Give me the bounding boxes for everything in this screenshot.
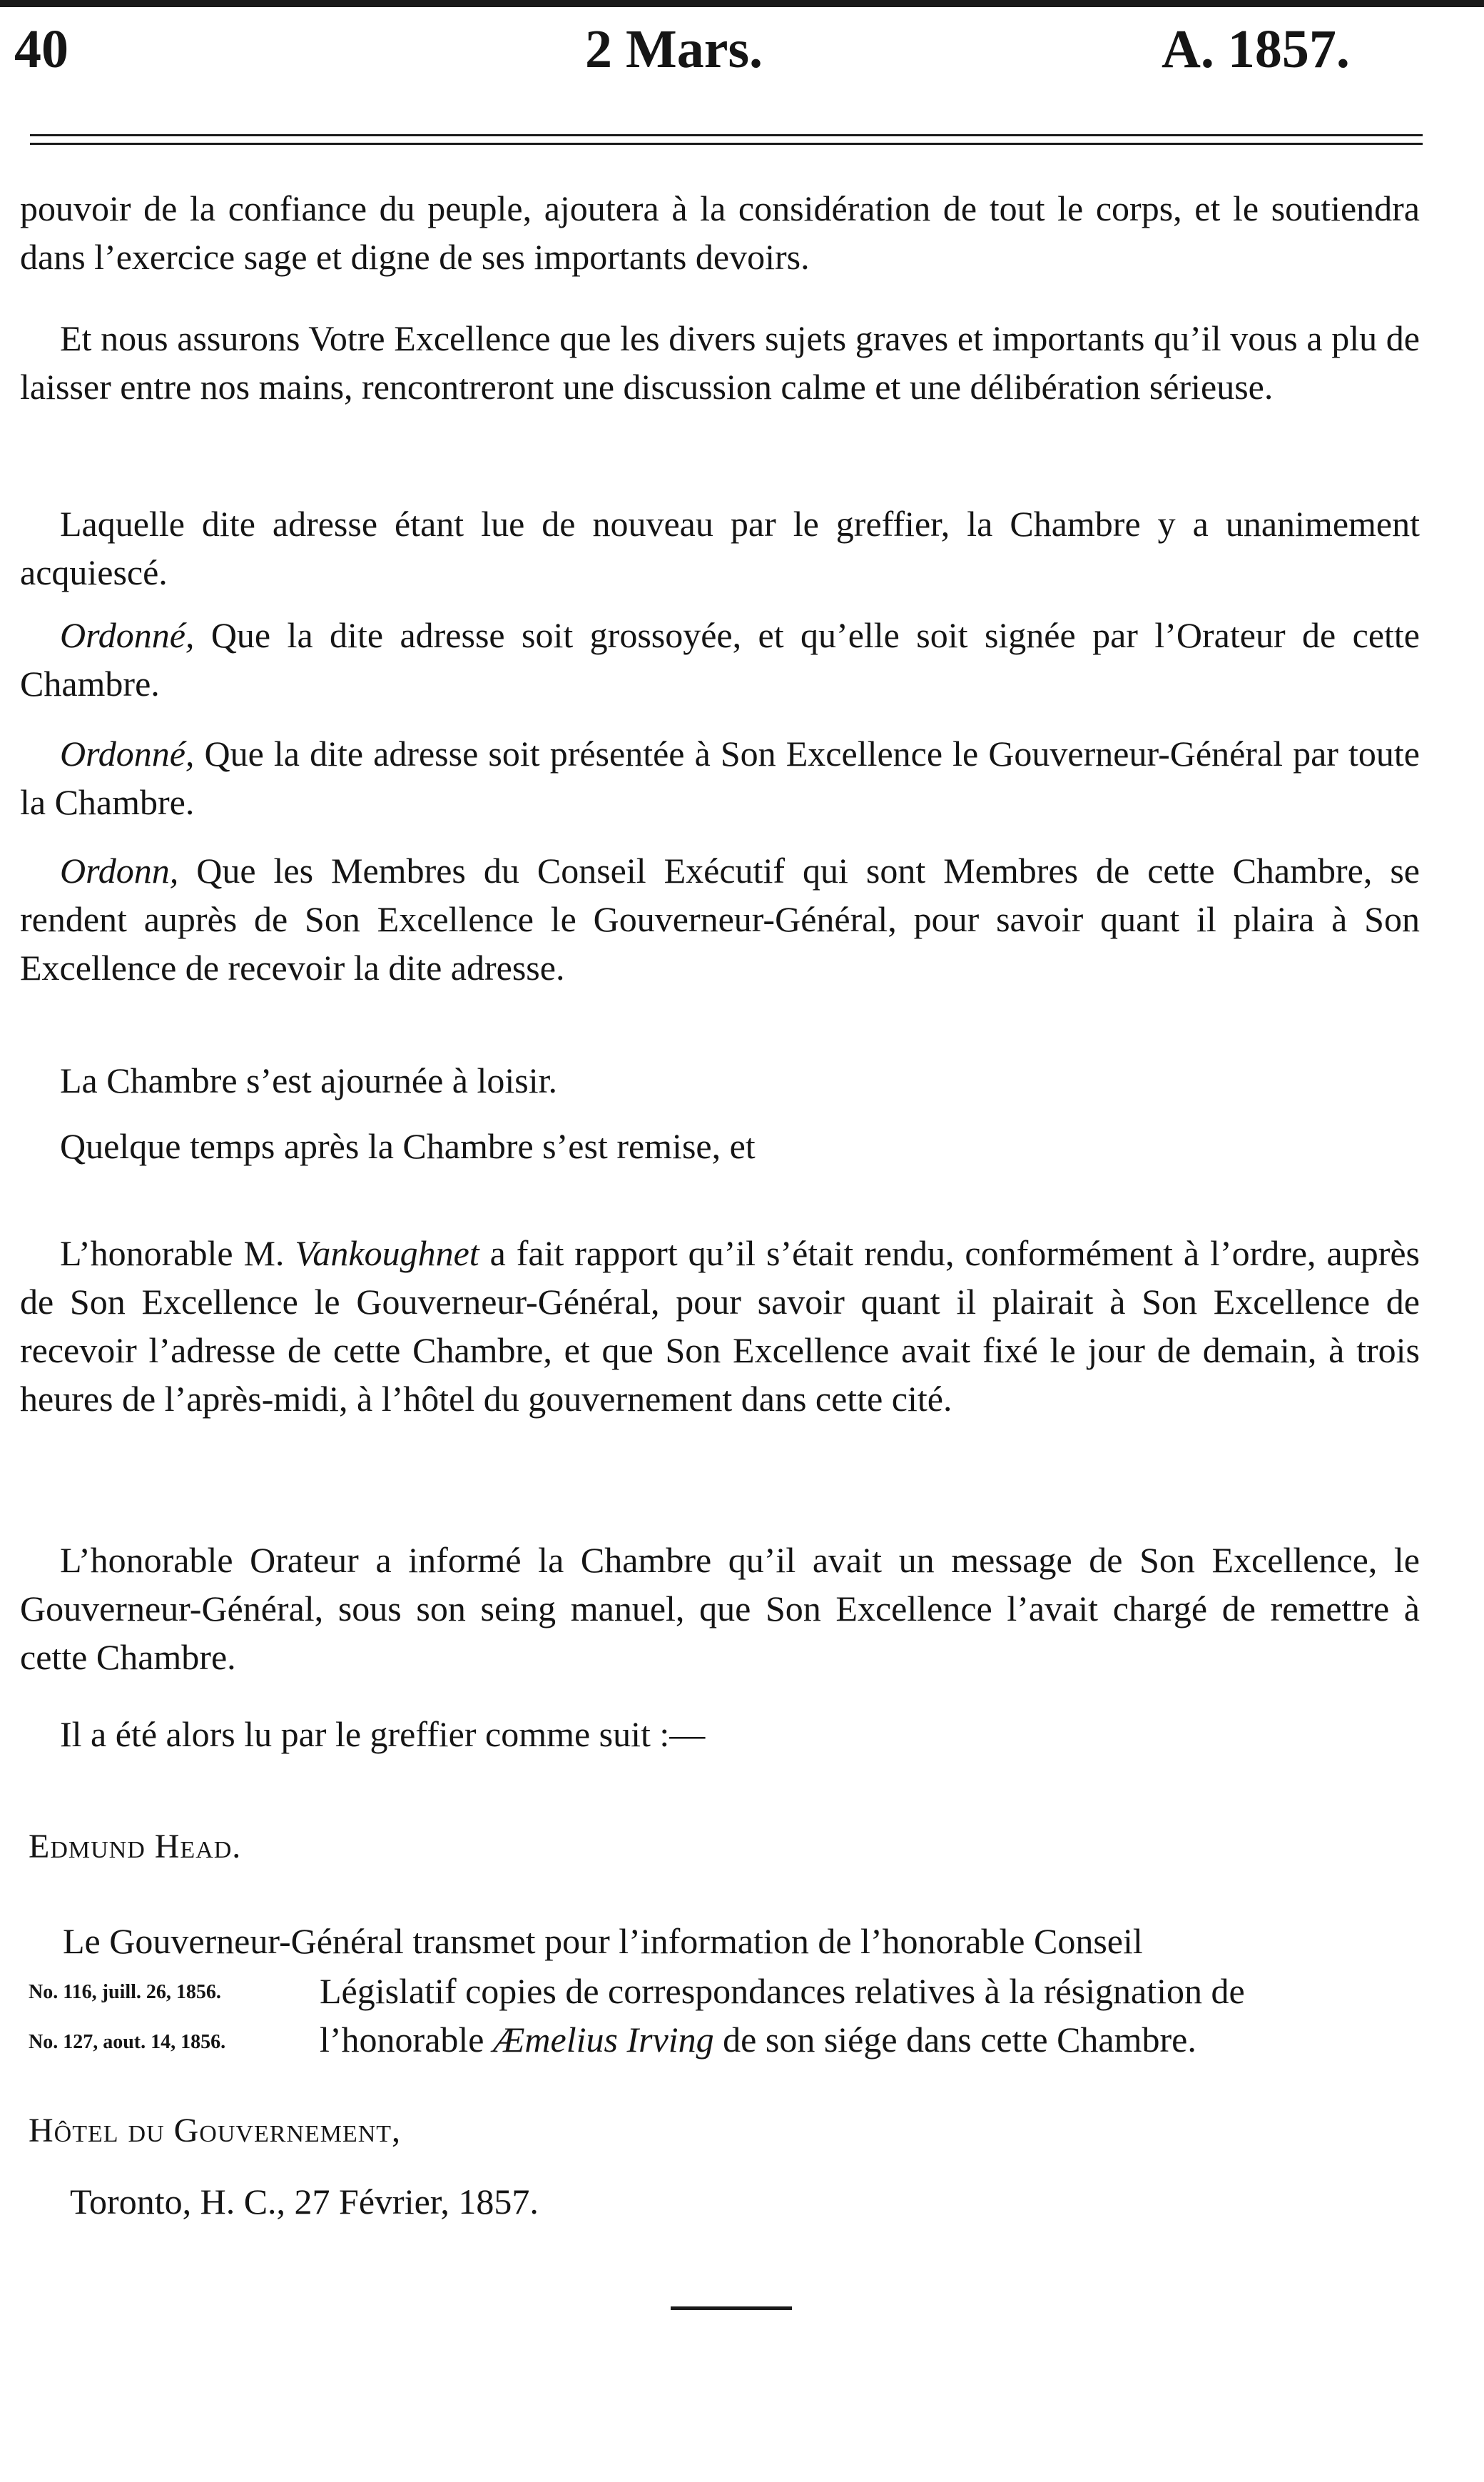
- place-heading: Hôtel du Gouvernement,: [29, 2112, 402, 2149]
- paragraph-order-council: [20, 846, 1420, 992]
- dateline: Toronto, H. C., 27 Février, 1857.: [70, 2182, 539, 2222]
- paragraph-confidence: pouvoir de la confiance du peuple, ajoutera à la considération de tout le corps, et le soutiendra dans l’exercice sage et digne de ses importants devoirs.: [20, 188, 1420, 277]
- paragraph-report: [20, 1229, 1420, 1423]
- margin-note-116: No. 116, juill. 26, 1856.: [29, 1981, 221, 2003]
- message-line-3: [320, 2015, 1196, 2064]
- header-rule-upper: [30, 134, 1423, 136]
- top-border-rule: [0, 0, 1484, 7]
- member-name: Vankoughnet: [295, 1233, 479, 1273]
- message-line-1: Le Gouverneur-Général transmet pour l’information de l’honorable Conseil: [63, 1921, 1143, 1961]
- paragraph-read-by-clerk: Il a été alors lu par le greffier comme suit :—: [60, 1714, 706, 1754]
- resigning-member-name: Æmelius Irving: [492, 2020, 714, 2060]
- message-line-3-post: de son siége dans cette Chambre.: [713, 2020, 1196, 2060]
- order-text: Que la dite adresse soit grossoyée, et qu’elle soit signée par l’Orateur de cette Chambre.: [20, 615, 1420, 704]
- report-post: a fait rapport qu’il s’était rendu, conformément à l’ordre, auprès de Son Excellence le Gouverneur-Général, pour savoir quant il plairait à Son Excellence de recevoir l’adresse de cette Chambre, et que Son Excellence avait fixé le jour de demain, à trois heures de l’après-midi, à l’hôtel du gouvernement dans cette cité.: [20, 1233, 1420, 1419]
- order-text: Que la dite adresse soit présentée à Son Excellence le Gouverneur-Général par toute la Chambre.: [20, 734, 1420, 822]
- paragraph-assurance: Et nous assurons Votre Excellence que les divers sujets graves et importants qu’il vous a plu de laisser entre nos mains, rencontreront une discussion calme et une délibération sérieuse.: [20, 318, 1420, 407]
- page-date-heading: 2 Mars.: [585, 19, 763, 79]
- margin-note-127: No. 127, aout. 14, 1856.: [29, 2031, 226, 2053]
- section-end-rule: [671, 2306, 792, 2310]
- paragraph-order-present: [20, 729, 1420, 826]
- paragraph-unanimous: Laquelle dite adresse étant lue de nouveau par le greffier, la Chambre y a unanimement acquiescé.: [20, 504, 1420, 592]
- message-line-3-pre: l’honorable: [320, 2020, 493, 2060]
- page-number: 40: [14, 19, 68, 79]
- paragraph-message-announced: L’honorable Orateur a informé la Chambre qu’il avait un message de Son Excellence, le Gouverneur-Général, sous son seing manuel, que Son Excellence l’avait chargé de remettre à cette Chambre.: [20, 1540, 1420, 1677]
- order-lead: Ordonné,: [60, 615, 195, 655]
- report-pre: L’honorable M.: [60, 1233, 295, 1273]
- order-lead: Ordonn,: [60, 851, 179, 891]
- order-text: Que les Membres du Conseil Exécutif qui sont Membres de cette Chambre, se rendent auprès de Son Excellence le Gouverneur-Général, pour savoir quant il plaira à Son Excellence de recevoir la dite adresse.: [20, 851, 1420, 988]
- page-year-heading: A. 1857.: [1162, 19, 1350, 79]
- message-line-2: Législatif copies de correspondances relatives à la résignation de: [320, 1971, 1245, 2011]
- signature-edmund-head: Edmund Head.: [29, 1828, 242, 1865]
- paragraph-resumed: Quelque temps après la Chambre s’est remise, et: [60, 1126, 756, 1166]
- header-rule-lower: [30, 143, 1423, 145]
- order-lead: Ordonné,: [60, 734, 195, 774]
- paragraph-adjourned: La Chambre s’est ajournée à loisir.: [60, 1060, 557, 1100]
- paragraph-order-engross: [20, 611, 1420, 708]
